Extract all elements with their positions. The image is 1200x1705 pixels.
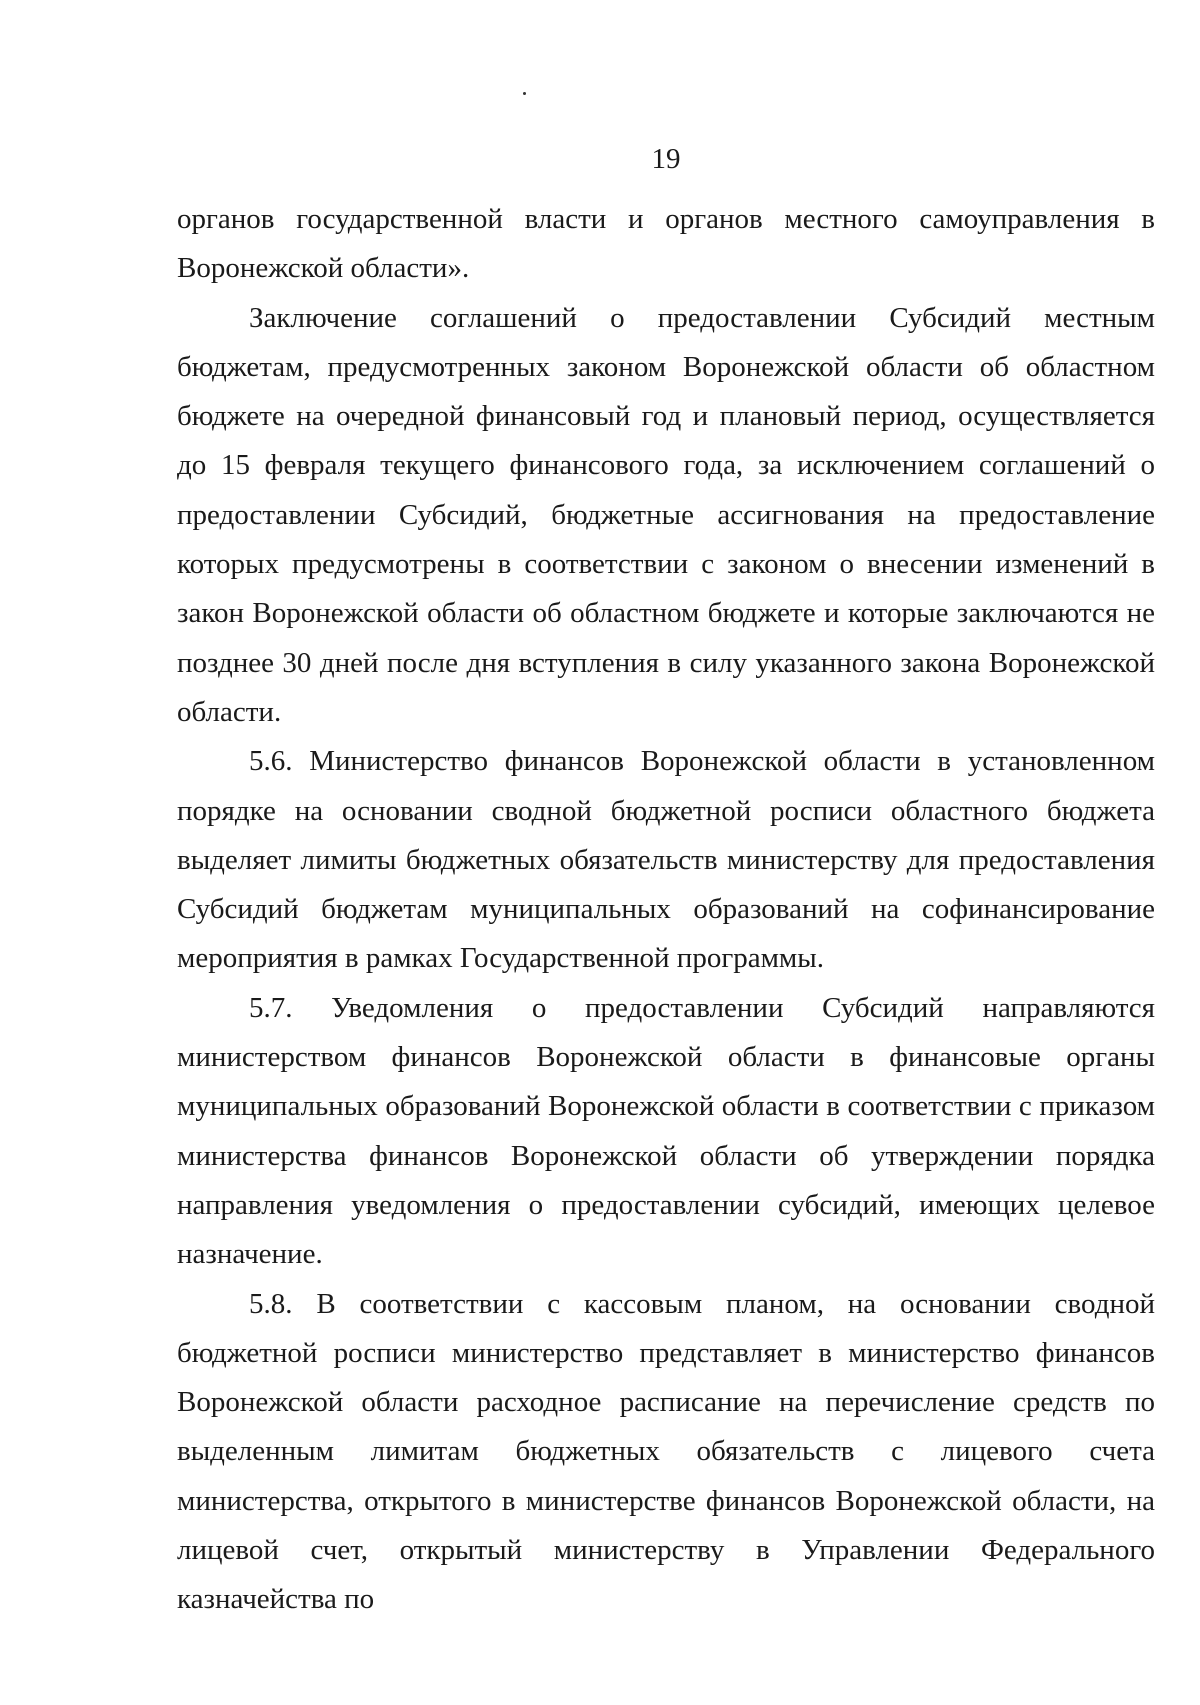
scan-artifact-dot <box>523 92 526 95</box>
paragraph-5-8: 5.8. В соответствии с кассовым планом, на основании сводной бюджетной росписи министерство представляет в министерство финансов Воронежской области расходное расписание на перечисление средств по выделенным лимитам бюджетных обязательств с лицевого счета министерства, открытого в министерстве финансов Воронежской области, на лицевой счет, открытый министерству в Управлении Федерального казначейства по <box>177 1287 1155 1616</box>
document-body <box>177 195 1155 1625</box>
paragraph-agreements: Заключение соглашений о предоставлении Субсидий местным бюджетам, предусмотренных законом Воронежской области об областном бюджете на очередной финансовый год и плановый период, осуществляется до 15 февраля текущего финансового года, за исключением соглашений о предоставлении Субсидий, бюджетные ассигнования на предоставление которых предусмотрены в соответствии с законом о внесении изменений в закон Воронежской области об областном бюджете и которые заключаются не позднее 30 дней после дня вступления в силу указанного закона Воронежской области. <box>177 301 1155 728</box>
paragraph-5-6: 5.6. Министерство финансов Воронежской области в установленном порядке на основании сводной бюджетной росписи областного бюджета выделяет лимиты бюджетных обязательств министерству для предоставления Субсидий бюджетам муниципальных образований на софинансирование мероприятия в рамках Государственной программы. <box>177 745 1155 975</box>
paragraph-5-7: 5.7. Уведомления о предоставлении Субсидий направляются министерством финансов Воронежской области в финансовые органы муниципальных образований Воронежской области в соответствии с приказом министерства финансов Воронежской области об утверждении порядка направления уведомления о предоставлении субсидий, имеющих целевое назначение. <box>177 991 1155 1271</box>
paragraph-continuation: органов государственной власти и органов местного самоуправления в Воронежской области». <box>177 203 1155 285</box>
page-number: 19 <box>651 143 681 175</box>
